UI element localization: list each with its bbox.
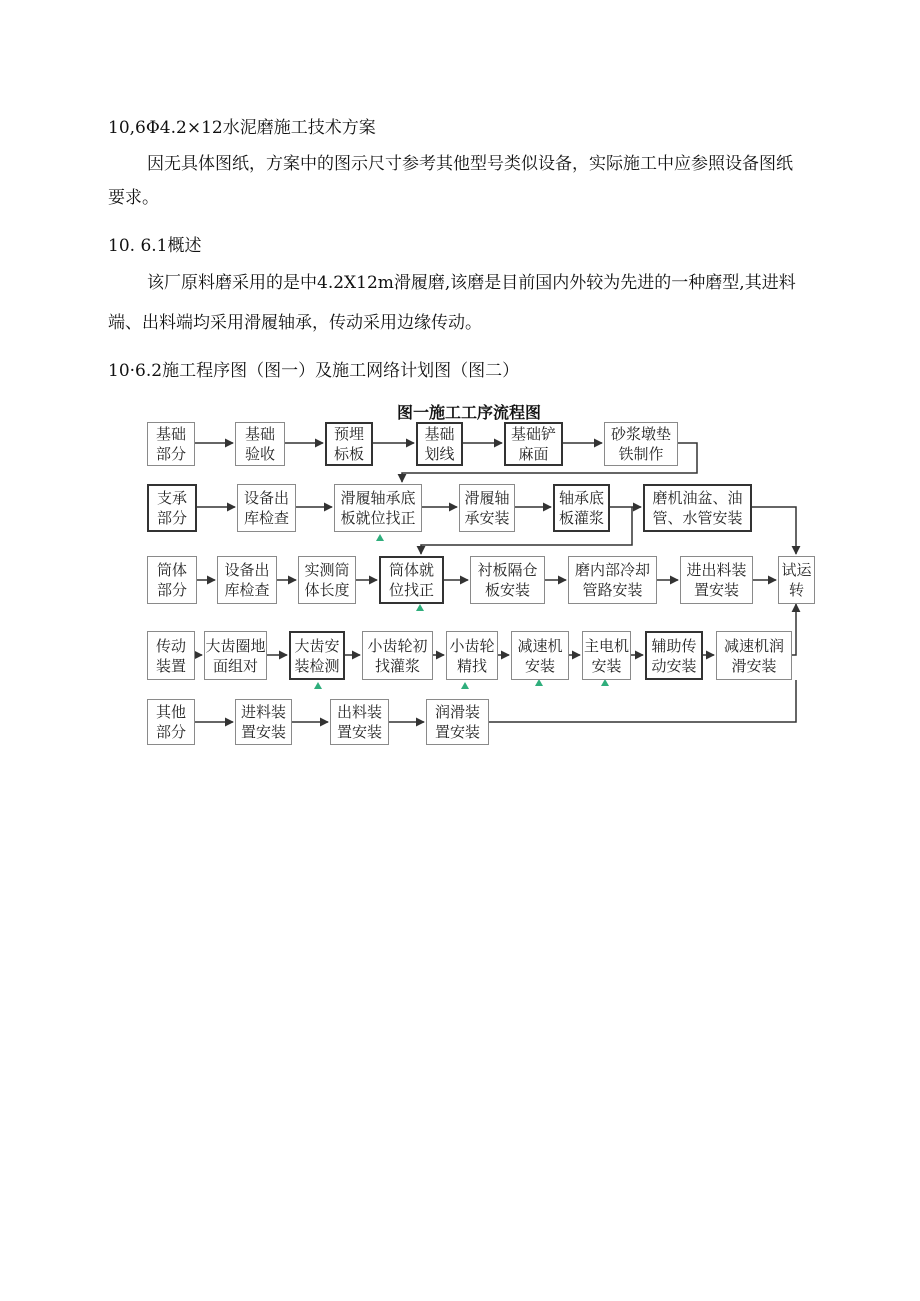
step-slide-bearing-base-align: 滑履轴承底 板就位找正 bbox=[334, 484, 422, 532]
step-trial-run: 试运 转 bbox=[778, 556, 815, 604]
step-reducer-lubrication-install: 减速机润 滑安装 bbox=[716, 631, 792, 680]
step-equipment-inspection-1: 设备出 库检查 bbox=[237, 484, 296, 532]
step-reducer-install: 减速机 安装 bbox=[511, 631, 569, 680]
flowchart-title: 图一施工工序流程图 bbox=[397, 403, 542, 422]
step-internal-cooling-pipe: 磨内部冷却 管路安装 bbox=[568, 556, 657, 604]
step-feed-discharge-install: 进出料装 置安装 bbox=[680, 556, 753, 604]
paragraph-1-line-1: 因无具体图纸，方案中的图示尺寸参考其他型号类似设备，实际施工中应参照设备图纸 bbox=[147, 154, 793, 174]
step-pinion-fine-align: 小齿轮 精找 bbox=[446, 631, 498, 680]
step-foundation-part: 基础 部分 bbox=[147, 422, 195, 466]
step-cylinder-part: 筒体 部分 bbox=[147, 556, 197, 604]
milestone-marker bbox=[535, 679, 543, 686]
step-main-motor-install: 主电机 安装 bbox=[582, 631, 631, 680]
step-pinion-rough-align-grout: 小齿轮初 找灌浆 bbox=[362, 631, 433, 680]
step-support-part: 支承 部分 bbox=[147, 484, 197, 532]
milestone-marker bbox=[461, 682, 469, 689]
step-girth-gear-assembly: 大齿圈地 面组对 bbox=[204, 631, 267, 680]
paragraph-1-line-2: 要求。 bbox=[108, 188, 159, 208]
step-mortar-pad: 砂浆墩垫 铁制作 bbox=[604, 422, 678, 466]
milestone-marker bbox=[416, 604, 424, 611]
step-lubrication-device-install: 润滑装 置安装 bbox=[426, 699, 489, 745]
step-foundation-acceptance: 基础 验收 bbox=[235, 422, 285, 466]
paragraph-2-line-1: 该厂原料磨采用的是中4.2X12m滑履磨,该磨是目前国内外较为先进的一种磨型,其进料 bbox=[147, 273, 796, 293]
step-feed-device-install: 进料装 置安装 bbox=[235, 699, 292, 745]
step-equipment-inspection-2: 设备出 库检查 bbox=[217, 556, 277, 604]
step-other-part: 其他 部分 bbox=[147, 699, 195, 745]
heading: 10,6Φ4.2×12水泥磨施工技术方案 bbox=[108, 118, 376, 138]
step-girth-gear-install-check: 大齿安 装检测 bbox=[289, 631, 345, 680]
step-foundation-roughen: 基础铲 麻面 bbox=[504, 422, 563, 466]
milestone-marker bbox=[314, 682, 322, 689]
step-foundation-layout: 基础 划线 bbox=[416, 422, 463, 466]
step-liner-partition-install: 衬板隔仓 板安装 bbox=[470, 556, 545, 604]
step-oil-water-pipe-install: 磨机油盆、油 管、水管安装 bbox=[643, 484, 752, 532]
step-slide-bearing-install: 滑履轴 承安装 bbox=[459, 484, 515, 532]
step-bearing-base-grouting: 轴承底 板灌浆 bbox=[553, 484, 610, 532]
step-drive-unit: 传动 装置 bbox=[147, 631, 195, 680]
step-cylinder-align: 筒体就 位找正 bbox=[379, 556, 444, 604]
step-measure-cylinder-length: 实测筒 体长度 bbox=[298, 556, 356, 604]
milestone-marker bbox=[601, 679, 609, 686]
step-discharge-device-install: 出料装 置安装 bbox=[330, 699, 389, 745]
step-auxiliary-drive-install: 辅助传 动安装 bbox=[645, 631, 703, 680]
milestone-marker bbox=[376, 534, 384, 541]
section-heading-procedure: 10·6.2施工程序图（图一）及施工网络计划图（图二） bbox=[108, 361, 520, 381]
paragraph-2-line-2: 端、出料端均采用滑履轴承，传动采用边缘传动。 bbox=[108, 313, 482, 333]
section-heading-overview: 10. 6.1概述 bbox=[108, 236, 202, 256]
step-embed-marker: 预埋 标板 bbox=[325, 422, 373, 466]
